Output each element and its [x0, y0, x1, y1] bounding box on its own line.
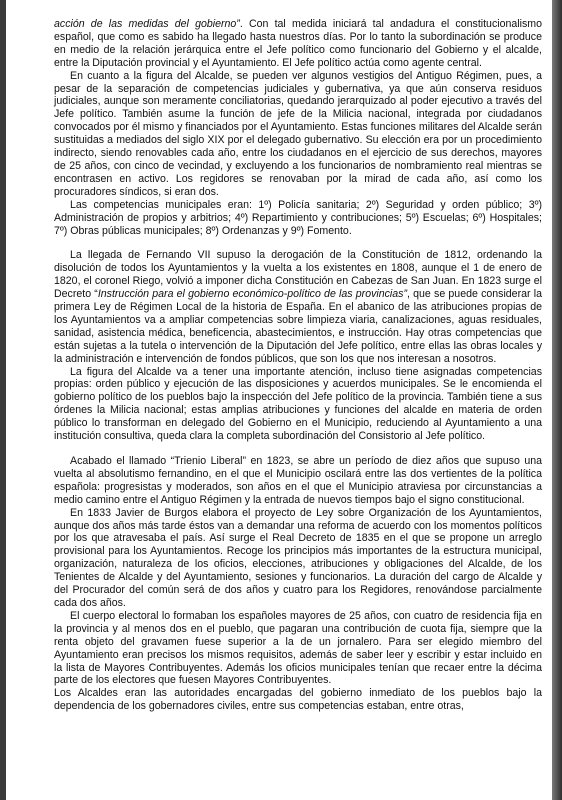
paragraph-6: Acabado el llamado “Trienio Liberal” en 1823, se abre un período de diez años que supuso una vuelta al absolutismo fernandino, en el que el Municipio oscilará entre las dos vertientes de la política española: progresistas y moderados, son años en el que el Municipio atraviesa por circunstancias a medio camino entre el Antiguo Régimen y la entrada de nuevos tiempos bajo el signo constitucional. [54, 455, 542, 506]
paragraph-5: La figura del Alcalde va a tener una importante atención, incluso tiene asignadas competencias propias: orden público y ejecución de las disposiciones y acuerdos municipales. Se le encomienda el gobierno político de los pueblos bajo la inspección del Jefe político de la provincia. También tiene a sus órdenes la Milicia nacional; estas amplias atribuciones y funciones del alcalde en materia de orden público lo transforman en delegado del Gobierno en el Municipio, reduciendo al Ayuntamiento a una institución consultiva, queda clara la completa subordinación del Consistorio al Jefe político. [54, 365, 542, 443]
paragraph-1: acción de las medidas del gobierno”. Con tal medida iniciará tal andadura el constitucionalismo español, que como es sabido ha llegado hasta nuestros días. Por lo tanto la subordinación se produce en medio de la relación jerárquica entre el Jefe político como funcionario del Gobierno y el alcalde, entre la Diputación provincial y el Ayuntamiento. El Jefe político actúa como agente central. [54, 18, 542, 69]
paragraph-7: En 1833 Javier de Burgos elabora el proyecto de Ley sobre Organización de los Ayuntamientos, aunque dos años más tarde éstos van a demandar una reforma de acuerdo con los momentos políticos por los que atravesaba el país. Así surge el Real Decreto de 1835 en el que se propone un arreglo provisional para los Ayuntamientos. Recoge los principios más importantes de la estructura municipal, organización, naturaleza de los oficios, elecciones, atribuciones y obligaciones del Alcalde, de los Tenientes de Alcalde y del Ayuntamiento, sesiones y funcionarios. La duración del cargo de Alcalde y del Procurador del común será de dos años y cuatro para los Regidores, renovándose parcialmente cada dos años. [54, 506, 542, 609]
paragraph-4: La llegada de Fernando VII supuso la derogación de la Constitución de 1812, ordenando la disolución de todos los Ayuntamientos y la vuelta a los existentes en 1808, aunque el 1 de enero de 1820, el coronel Riego, volvió a imponer dicha Constitución en Cabezas de San Juan. En 1823 surge el Decreto “Instrucción para el gobierno económico-político de las provincias”, que se puede considerar la primera Ley de Régimen Local de la historia de España. En el abanico de las atribuciones propias de los Ayuntamientos va a ampliar competencias sobre limpieza viaria, canalizaciones, aguas residuales, sanidad, asistencia médica, beneficencia, abastecimientos, e instrucción. Hay otras competencias que están sujetas a la tutela o intervención de la Diputación del Jefe político, entre ellas las obras locales y la administración e intervención de fondos públicos, que son los que nos interesan a nosotros. [54, 249, 542, 365]
document-page [6, 0, 552, 800]
page-edge-shadow [552, 0, 562, 800]
paragraph-8: El cuerpo electoral lo formaban los españoles mayores de 25 años, con cuatro de residencia fija en la provincia y al menos dos en el pueblo, que pagaran una contribución de cuota fija, siempre que la renta objeto del gravamen fuese superior a la de un jornalero. Para ser elegido miembro del Ayuntamiento eran precisos los mismos requisitos, además de saber leer y escribir y estar incluido en la lista de Mayores Contribuyentes. Además los oficios municipales tenían que recaer entre la décima parte de los electores que fuesen Mayores Contribuyentes. [54, 609, 542, 687]
paragraph-9: Los Alcaldes eran las autoridades encargadas del gobierno inmediato de los pueblos bajo la dependencia de los gobernadores civiles, entre sus competencias estaban, entre otras, [54, 687, 542, 713]
paragraph-3: Las competencias municipales eran: 1º) Policía sanitaria; 2º) Seguridad y orden público; 3º) Administración de propios y arbitrios; 4º) Repartimiento y contribuciones; 5º) Escuelas; 6º) Hospitales; 7º) Obras públicas municipales; 8º) Ordenanzas y 9º) Fomento. [54, 198, 542, 237]
paragraph-2: En cuanto a la figura del Alcalde, se pueden ver algunos vestigios del Antiguo Régimen, pues, a pesar de la separación de competencias judiciales y gubernativa, ya que aún conserva residuos judiciales, aunque son meramente conciliatorias, quedando jerarquizado al poder ejecutivo a través del Jefe político. También asume la función de jefe de la Milicia nacional, integrada por ciudadanos convocados por él mismo y financiados por el Ayuntamiento. Estas funciones militares del Alcalde serán sustituidas a mediados del siglo XIX por el delegado gubernativo. Su elección era por un procedimiento indirecto, siendo renovables cada año, entre los ciudadanos en el ejercicio de sus derechos, mayores de 25 años, con cinco de vecindad, y excluyendo a los funcionarios de nombramiento real mientras se encontrasen en activo. Los regidores se renovaban por la mirad de cada año, así como los procuradores síndicos, si eran dos. [54, 69, 542, 198]
paragraph-spacer [54, 443, 542, 455]
document-body [54, 18, 542, 713]
paragraph-spacer [54, 237, 542, 249]
